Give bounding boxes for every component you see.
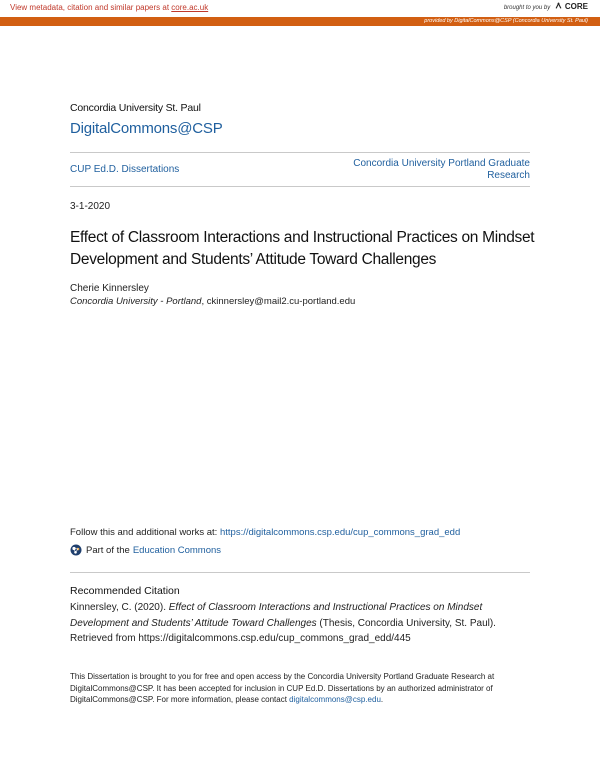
part-of-label: Part of the: [86, 544, 130, 556]
divider-top: [70, 152, 530, 153]
collection-link[interactable]: Concordia University Portland Graduate Research: [353, 158, 530, 181]
access-notice-text: This Dissertation is brought to you for free and open access by the Concordia University Portland Graduate Research at DigitalCommons@CSP. It has been accepted for inclusion in CUP Ed.D. Dissertations by an authorized administrator of DigitalCommons@CSP. For more information, please contact: [70, 672, 495, 704]
core-banner: [0, 0, 600, 17]
citation-suffix: (Thesis, Concordia University, St. Paul). Retrieved from https://digitalcommons.csp.edu/cup_commons_grad_edd/445: [70, 617, 496, 644]
author-affiliation: Concordia University - Portland: [70, 296, 202, 307]
core-brought-text: brought to you by: [503, 5, 551, 11]
citation-text: [70, 600, 540, 647]
citation-prefix: Kinnersley, C. (2020).: [70, 602, 169, 613]
commons-network-icon: [70, 544, 82, 556]
follow-works: [70, 527, 460, 538]
provided-by-text[interactable]: provided by DigitalCommons@CSP (Concordia University St. Paul): [424, 18, 588, 24]
publication-date: 3-1-2020: [70, 201, 111, 212]
divider-bottom: [70, 572, 530, 573]
follow-url-link[interactable]: https://digitalcommons.csp.edu/cup_commons_grad_edd: [219, 527, 461, 538]
author-affiliation-line: [70, 296, 355, 307]
core-metadata-text: View metadata, citation and similar papers at: [10, 3, 172, 12]
access-notice-end: .: [380, 695, 384, 704]
core-brought-to-you: [504, 2, 588, 11]
access-notice: [70, 671, 540, 706]
part-of-line: [70, 544, 221, 556]
education-commons-link[interactable]: Education Commons: [132, 544, 222, 556]
core-logo[interactable]: CORE: [564, 2, 588, 11]
contact-email-link[interactable]: digitalcommons@csp.edu: [289, 695, 381, 704]
author-email: , ckinnersley@mail2.cu-portland.edu: [201, 296, 356, 307]
follow-label: Follow this and additional works at:: [70, 527, 220, 538]
paper-title: Effect of Classroom Interactions and Instructional Practices on Mindset Development and Students’ Attitude Toward Challenges: [70, 229, 535, 268]
repository-link[interactable]: DigitalCommons@CSP: [70, 120, 223, 137]
core-metadata-notice: [10, 3, 208, 12]
citation-title: Effect of Classroom Interactions and Instructional Practices on Mindset Development and Students’ Attitude Toward Challenges: [70, 602, 483, 629]
core-logo-icon: [554, 2, 563, 10]
recommended-citation-heading: Recommended Citation: [70, 585, 180, 597]
core-ac-uk-link[interactable]: core.ac.uk: [171, 3, 209, 12]
divider-middle: [70, 186, 530, 187]
series-link[interactable]: CUP Ed.D. Dissertations: [70, 164, 180, 175]
author-name: Cherie Kinnersley: [70, 283, 149, 294]
provided-by-bar: [0, 17, 600, 26]
institution-name: Concordia University St. Paul: [70, 102, 201, 114]
